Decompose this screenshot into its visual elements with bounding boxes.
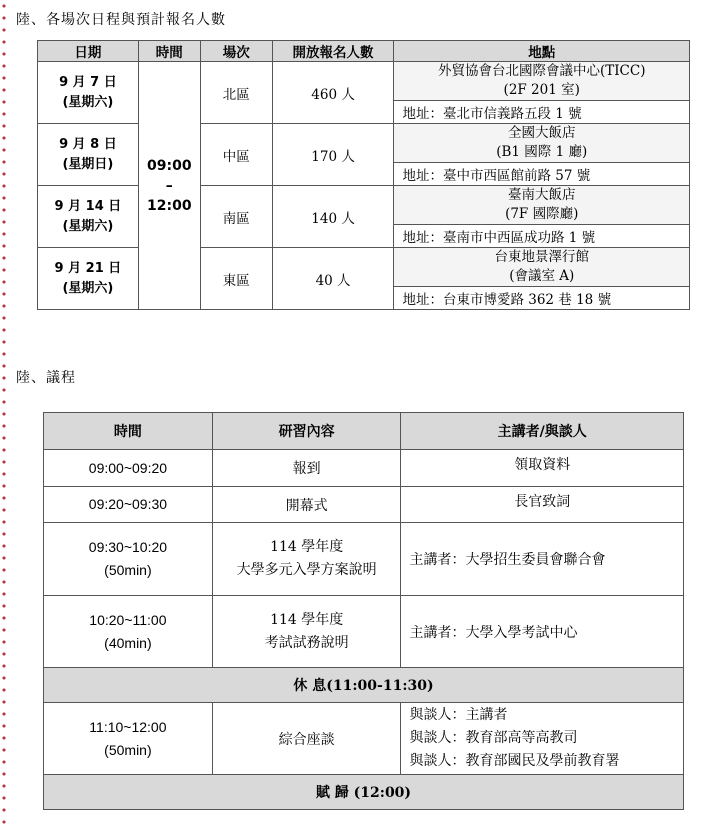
venue-cell: 臺南大飯店 (7F 國際廳) <box>394 186 690 225</box>
agenda-speaker: 長官致詞 <box>401 487 684 523</box>
schedule-row <box>38 62 690 101</box>
agenda-row <box>44 487 684 523</box>
schedule-row <box>38 186 690 225</box>
agenda-content: 開幕式 <box>212 487 401 523</box>
agenda-speaker: 主講者：大學入學考試中心 <box>401 596 684 668</box>
col-date: 日期 <box>38 41 139 62</box>
count-cell: 40 人 <box>272 248 394 310</box>
end-row <box>44 775 684 810</box>
agenda-row <box>44 450 684 487</box>
break-label: 休 息(11:00-11:30) <box>44 668 684 703</box>
schedule-header-row <box>38 41 690 62</box>
address-cell: 地址：臺中市西區館前路 57 號 <box>394 163 690 186</box>
agenda-time: 10:20~11:00 (40min) <box>44 596 213 668</box>
address-cell: 地址：台東市博愛路 362 巷 18 號 <box>394 287 690 310</box>
agenda-time: 09:20~09:30 <box>44 487 213 523</box>
count-cell: 170 人 <box>272 124 394 186</box>
panel-speakers: 與談人：主講者 與談人：教育部高等高教司 與談人：教育部國民及學前教育署 <box>401 703 684 775</box>
col-count: 開放報名人數 <box>272 41 394 62</box>
section-heading-agenda: 陸、議程 <box>16 370 76 386</box>
agenda-time: 11:10~12:00 (50min) <box>44 703 213 775</box>
margin-decoration <box>0 0 8 826</box>
col-time: 時間 <box>138 41 200 62</box>
agenda-table <box>43 412 684 810</box>
region-cell: 南區 <box>200 186 272 248</box>
col-region: 場次 <box>200 41 272 62</box>
col-location: 地點 <box>394 41 690 62</box>
venue-cell: 全國大飯店 (B1 國際 1 廳) <box>394 124 690 163</box>
time-cell: 09:00 – 12:00 <box>138 62 200 310</box>
agenda-content: 114 學年度 大學多元入學方案說明 <box>212 523 401 596</box>
region-cell: 中區 <box>200 124 272 186</box>
venue-cell: 外貿協會台北國際會議中心(TICC) (2F 201 室) <box>394 62 690 101</box>
schedule-row <box>38 248 690 287</box>
agenda-time: 09:30~10:20 (50min) <box>44 523 213 596</box>
col-agenda-speaker: 主講者/與談人 <box>401 413 684 450</box>
venue-cell: 台東地景澤行館 (會議室 A) <box>394 248 690 287</box>
schedule-row <box>38 124 690 163</box>
agenda-row <box>44 523 684 596</box>
agenda-speaker: 領取資料 <box>401 450 684 487</box>
address-cell: 地址：臺北市信義路五段 1 號 <box>394 101 690 124</box>
address-cell: 地址：臺南市中西區成功路 1 號 <box>394 225 690 248</box>
region-cell: 東區 <box>200 248 272 310</box>
agenda-row <box>44 596 684 668</box>
section-heading-schedule: 陸、各場次日程與預計報名人數 <box>16 12 226 28</box>
agenda-speaker: 主講者：大學招生委員會聯合會 <box>401 523 684 596</box>
agenda-content: 114 學年度 考試試務說明 <box>212 596 401 668</box>
col-agenda-time: 時間 <box>44 413 213 450</box>
schedule-table <box>37 40 690 310</box>
agenda-header-row <box>44 413 684 450</box>
date-cell: 9 月 8 日 (星期日) <box>38 124 139 186</box>
col-agenda-content: 研習內容 <box>212 413 401 450</box>
agenda-content: 綜合座談 <box>212 703 401 775</box>
date-cell: 9 月 21 日 (星期六) <box>38 248 139 310</box>
agenda-content: 報到 <box>212 450 401 487</box>
date-cell: 9 月 7 日 (星期六) <box>38 62 139 124</box>
panel-row <box>44 703 684 775</box>
break-row <box>44 668 684 703</box>
region-cell: 北區 <box>200 62 272 124</box>
end-label: 賦 歸 (12:00) <box>44 775 684 810</box>
agenda-time: 09:00~09:20 <box>44 450 213 487</box>
date-cell: 9 月 14 日 (星期六) <box>38 186 139 248</box>
count-cell: 140 人 <box>272 186 394 248</box>
count-cell: 460 人 <box>272 62 394 124</box>
